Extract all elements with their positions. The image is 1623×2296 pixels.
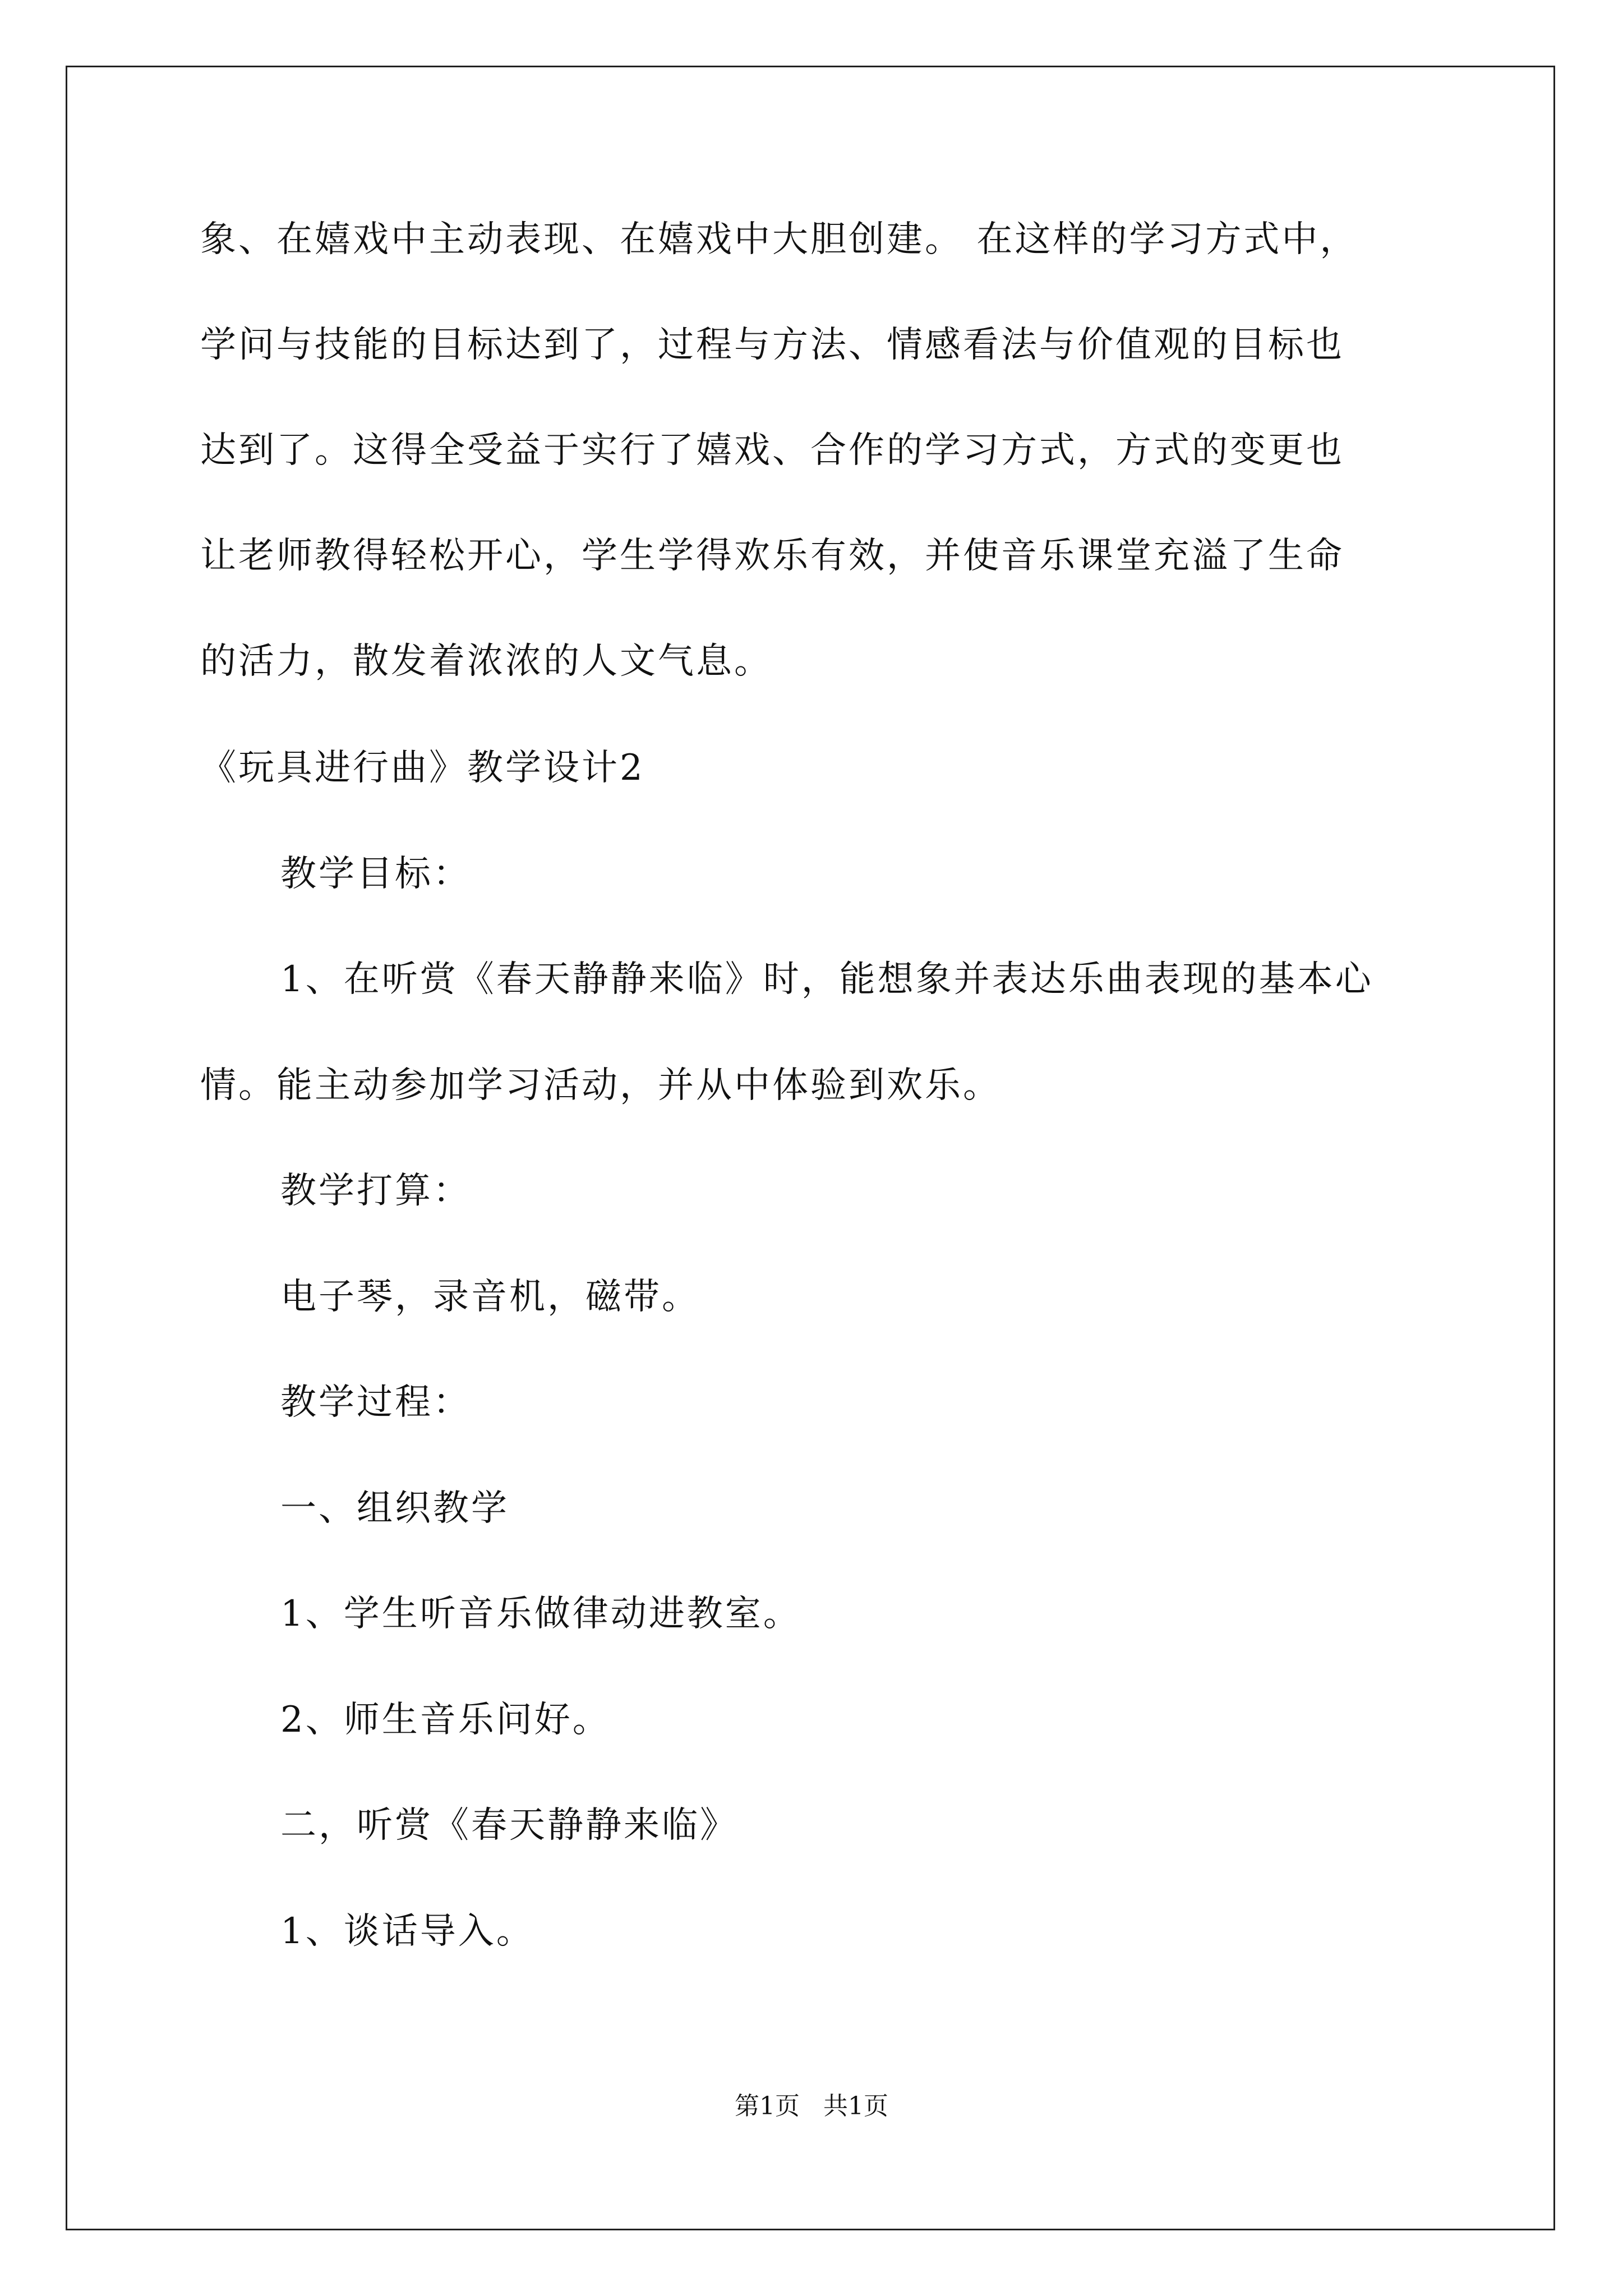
paragraph-line: 一、组织教学: [280, 1488, 509, 1529]
paragraph-line: 1、谈话导入。: [280, 1911, 534, 1952]
page-border: [66, 66, 1555, 2230]
section-heading: 《玩具进行曲》教学设计2: [200, 747, 645, 789]
paragraph-line: 让老师教得轻松开心，学生学得欢乐有效，并使音乐课堂充溢了生命: [200, 535, 1344, 577]
paragraph-line: 学问与技能的目标达到了，过程与方法、情感看法与价值观的目标也: [200, 324, 1344, 366]
paragraph-line: 的活力，散发着浓浓的人文气息。: [200, 641, 772, 682]
paragraph-line: 2、师生音乐问好。: [280, 1699, 611, 1741]
paragraph-line: 二，听赏《春天静静来临》: [280, 1805, 738, 1846]
paragraph-line: 情。能主动参加学习活动，并从中体验到欢乐。: [200, 1065, 1001, 1106]
paragraph-line: 达到了。这得全受益于实行了嬉戏、合作的学习方式，方式的变更也: [200, 430, 1344, 471]
paragraph-line: 1、在听赏《春天静静来临》时，能想象并表达乐曲表现的基本心: [280, 959, 1373, 1000]
paragraph-line: 象、在嬉戏中主动表现、在嬉戏中大胆创建。 在这样的学习方式中，: [200, 219, 1358, 260]
paragraph-line: 电子琴，录音机，磁带。: [280, 1276, 700, 1318]
paragraph-line: 教学过程：: [280, 1382, 471, 1423]
paragraph-line: 1、学生听音乐做律动进教室。: [280, 1593, 801, 1635]
page-footer: 第1页 共1页: [735, 2092, 888, 2120]
paragraph-line: 教学目标：: [280, 853, 471, 895]
paragraph-line: 教学打算：: [280, 1170, 471, 1212]
